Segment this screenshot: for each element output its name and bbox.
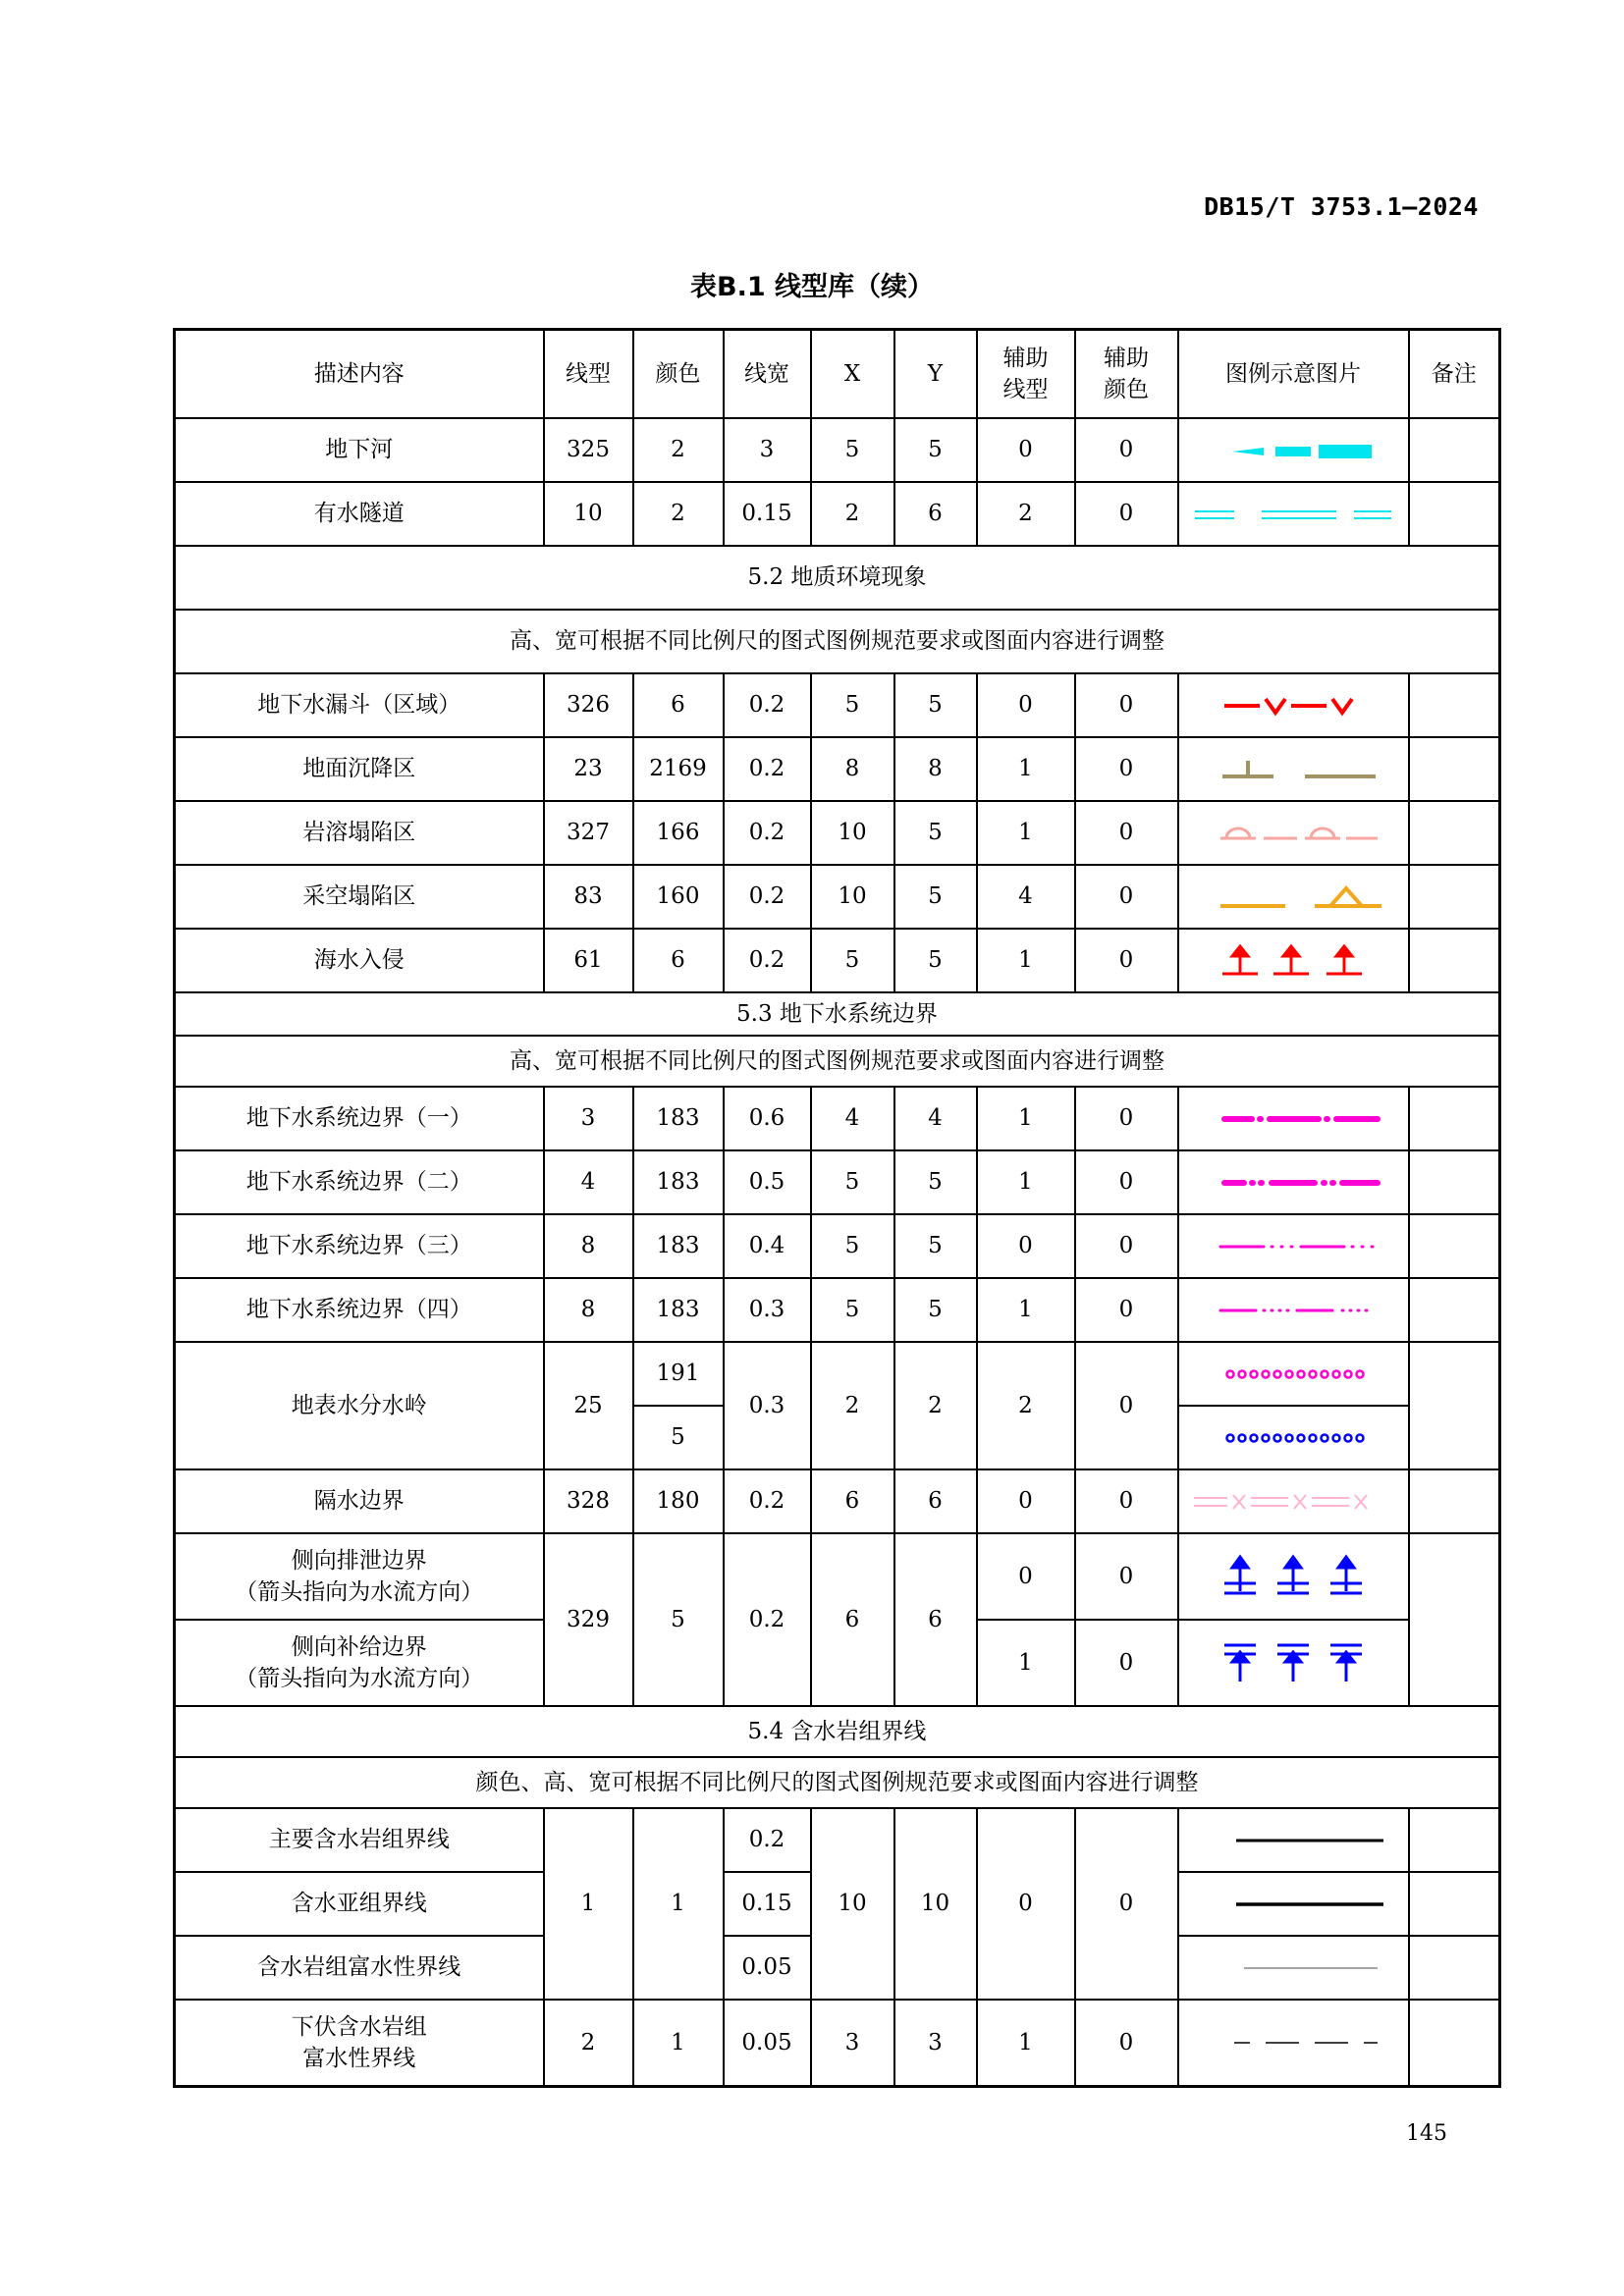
legend-sub-aquifer-line <box>1178 1872 1409 1936</box>
section-note-5-3: 高、宽可根据不同比例尺的图式图例规范要求或图面内容进行调整 <box>175 1036 1500 1087</box>
header-aux-type: 辅助 线型 <box>977 330 1075 419</box>
header-desc: 描述内容 <box>175 330 544 419</box>
header-width: 线宽 <box>724 330 811 419</box>
header-remark: 备注 <box>1409 330 1500 419</box>
section-title-5-3: 5.3 地下水系统边界 <box>175 992 1500 1036</box>
legend-aquiclude-boundary <box>1178 1469 1409 1533</box>
table-row: 地面沉降区 23 2169 0.2 8 8 1 0 <box>175 737 1500 801</box>
legend-watershed-magenta <box>1178 1342 1409 1406</box>
legend-mined-collapse <box>1178 865 1409 929</box>
table-row: 地下水漏斗（区域） 326 6 0.2 5 5 0 0 <box>175 673 1500 737</box>
table-row: 隔水边界 328 180 0.2 6 6 0 0 <box>175 1469 1500 1533</box>
header-aux-color: 辅助 颜色 <box>1075 330 1178 419</box>
legend-water-tunnel <box>1178 482 1409 546</box>
table-row: 地下水系统边界（一） 3 183 0.6 4 4 1 0 <box>175 1087 1500 1150</box>
table-row: 下伏含水岩组 富水性界线 2 1 0.05 3 3 1 0 <box>175 2000 1500 2086</box>
section-title-5-2: 5.2 地质环境现象 <box>175 546 1500 610</box>
table-row: 地表水分水岭 25 191 0.3 2 2 2 0 <box>175 1342 1500 1406</box>
legend-lateral-recharge <box>1178 1620 1409 1706</box>
legend-main-aquifer-line <box>1178 1808 1409 1872</box>
legend-seawater-intrusion <box>1178 929 1409 992</box>
legend-underlying-aquifer-line <box>1178 2000 1409 2086</box>
legend-watershed-blue <box>1178 1406 1409 1469</box>
legend-underground-river <box>1178 418 1409 482</box>
page-number: 145 <box>1406 2121 1447 2146</box>
header-legend: 图例示意图片 <box>1178 330 1409 419</box>
table-row: 侧向排泄边界 （箭头指向为水流方向） 329 5 0.2 6 6 0 0 <box>175 1533 1500 1620</box>
legend-groundwater-funnel <box>1178 673 1409 737</box>
table-row: 5 <box>175 1406 1500 1469</box>
legend-boundary-2 <box>1178 1150 1409 1214</box>
legend-lateral-discharge <box>1178 1533 1409 1620</box>
section-note-5-4: 颜色、高、宽可根据不同比例尺的图式图例规范要求或图面内容进行调整 <box>175 1757 1500 1808</box>
table-row: 含水亚组界线 0.15 <box>175 1872 1500 1936</box>
table-row: 主要含水岩组界线 1 1 0.2 10 10 0 0 <box>175 1808 1500 1872</box>
legend-water-richness-line <box>1178 1936 1409 2000</box>
header-x: X <box>811 330 894 419</box>
header-row <box>175 330 1500 419</box>
table-row: 含水岩组富水性界线 0.05 <box>175 1936 1500 2000</box>
section-title-5-4: 5.4 含水岩组界线 <box>175 1706 1500 1757</box>
table-row: 采空塌陷区 83 160 0.2 10 5 4 0 <box>175 865 1500 929</box>
table-row: 岩溶塌陷区 327 166 0.2 10 5 1 0 <box>175 801 1500 865</box>
table-row: 有水隧道 10 2 0.15 2 6 2 0 <box>175 482 1500 546</box>
legend-boundary-4 <box>1178 1278 1409 1342</box>
section-note-5-2: 高、宽可根据不同比例尺的图式图例规范要求或图面内容进行调整 <box>175 610 1500 673</box>
legend-boundary-1 <box>1178 1087 1409 1150</box>
table-row: 地下水系统边界（四） 8 183 0.3 5 5 1 0 <box>175 1278 1500 1342</box>
legend-land-subsidence <box>1178 737 1409 801</box>
table-title: 表B.1 线型库（续） <box>689 272 935 302</box>
line-type-table <box>173 328 1501 2088</box>
header-color: 颜色 <box>633 330 724 419</box>
legend-karst-collapse <box>1178 801 1409 865</box>
document-id: DB15/T 3753.1—2024 <box>1204 192 1479 221</box>
legend-boundary-3 <box>1178 1214 1409 1278</box>
table-row: 侧向补给边界 （箭头指向为水流方向） 1 0 <box>175 1620 1500 1706</box>
table-row: 地下水系统边界（二） 4 183 0.5 5 5 1 0 <box>175 1150 1500 1214</box>
header-y: Y <box>894 330 977 419</box>
header-type: 线型 <box>544 330 633 419</box>
table-row: 地下水系统边界（三） 8 183 0.4 5 5 0 0 <box>175 1214 1500 1278</box>
table-row: 海水入侵 61 6 0.2 5 5 1 0 <box>175 929 1500 992</box>
table-row: 地下河 325 2 3 5 5 0 0 <box>175 418 1500 482</box>
